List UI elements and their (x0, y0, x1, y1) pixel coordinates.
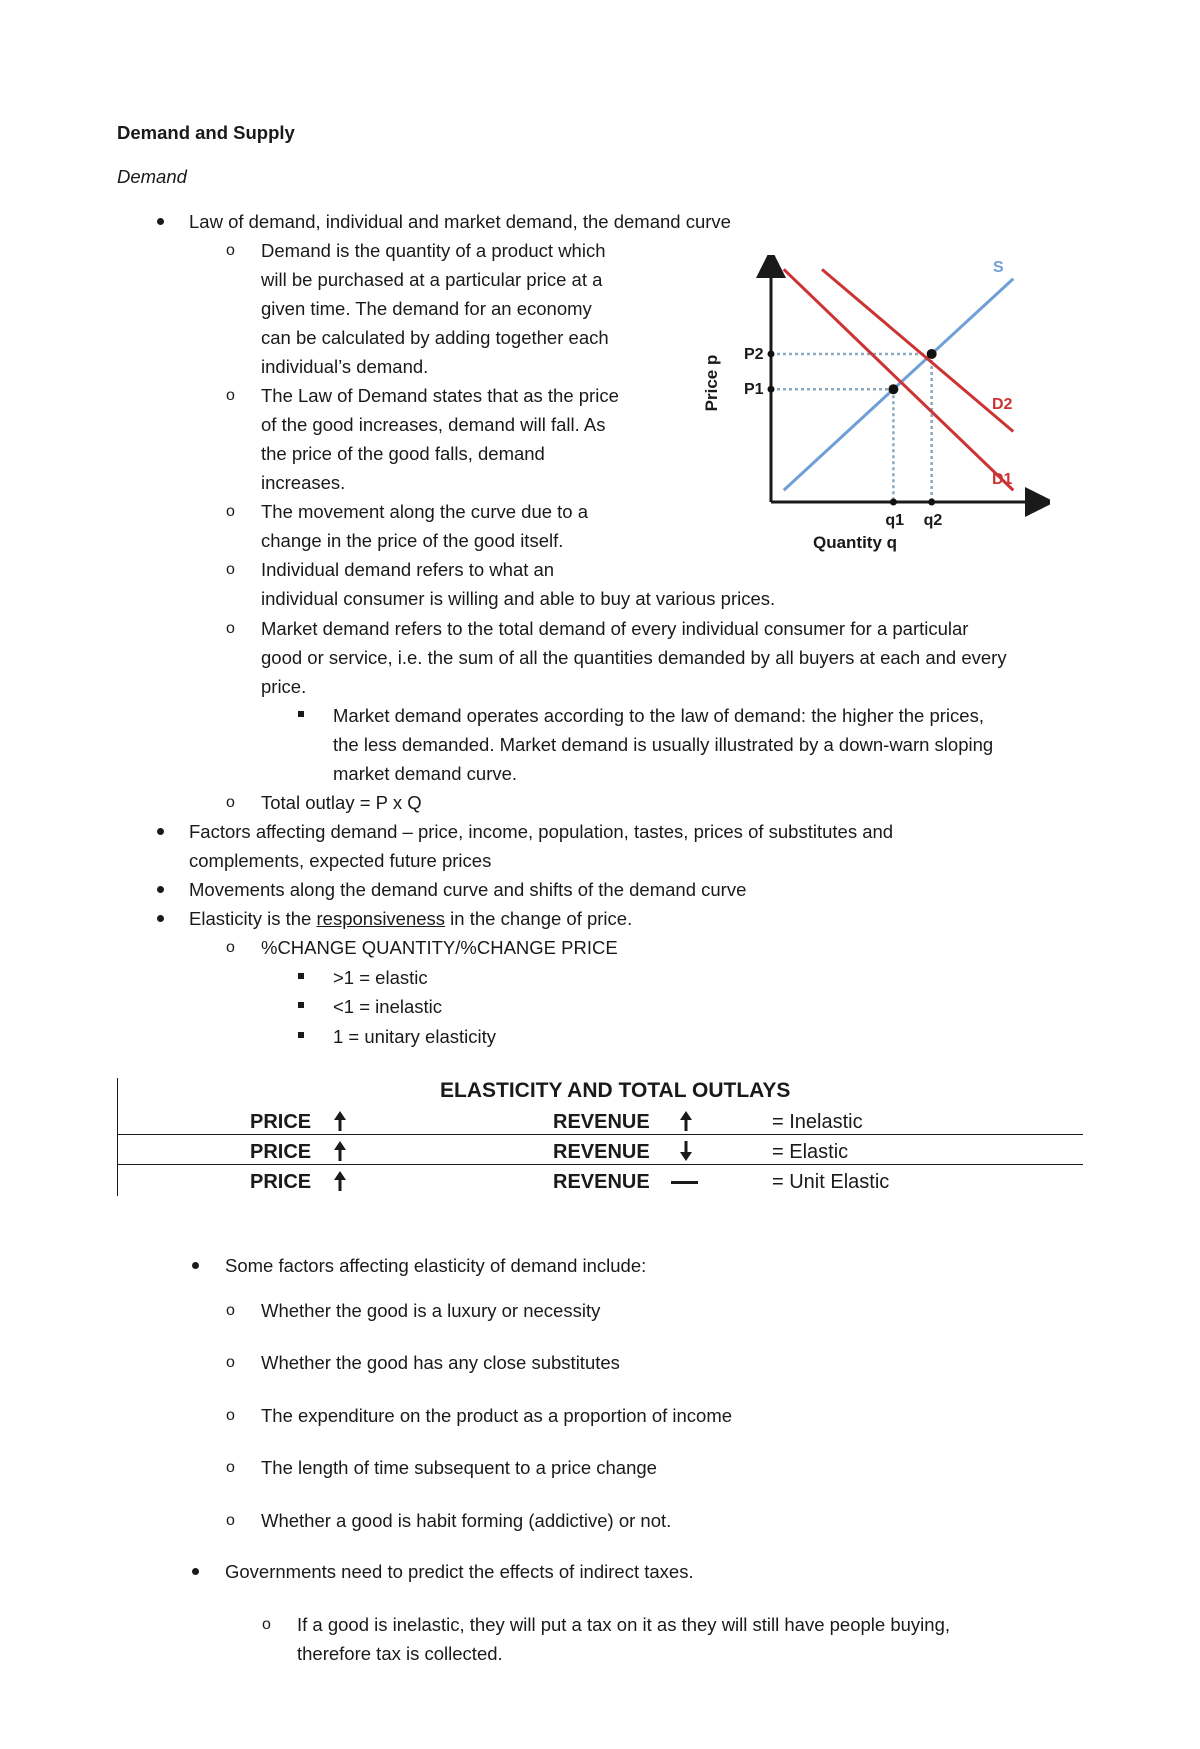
bullet-text: Some factors affecting elasticity of demand include: (225, 1255, 647, 1276)
document-title: Demand and Supply (117, 122, 295, 143)
bullet-text (189, 904, 632, 933)
square-bullet-icon (298, 973, 304, 979)
sub-sub-item-text: >1 = elastic (333, 967, 428, 988)
circle-bullet-icon: o (226, 242, 235, 259)
bullet-icon (157, 218, 164, 225)
bullet-text: complements, expected future prices (189, 850, 492, 871)
y-tick-label-p2: P2 (744, 345, 764, 363)
sub-item-text: Individual demand refers to what an (261, 559, 555, 580)
circle-bullet-icon: o (226, 620, 235, 637)
sub-item-text: individual’s demand. (261, 356, 429, 377)
y-tick-dot (768, 386, 775, 393)
sub-item-text: Market demand refers to the total demand of every individual consumer for a particular (261, 618, 969, 639)
sub-item-text: can be calculated by adding together each (261, 327, 609, 348)
bullet-icon (157, 886, 164, 893)
flat-dash-icon (671, 1181, 698, 1184)
bullet-text: Factors affecting demand – price, income, population, tastes, prices of substitutes and (189, 821, 894, 842)
sub-item-text: %CHANGE QUANTITY/%CHANGE PRICE (261, 937, 618, 958)
table-row-divider (117, 1164, 1083, 1165)
circle-bullet-icon: o (226, 1407, 235, 1424)
equilibrium-point (927, 349, 937, 359)
circle-bullet-icon: o (226, 1512, 235, 1529)
factor-text: The length of time subsequent to a price change (261, 1457, 657, 1478)
supply-demand-chart (700, 255, 1050, 560)
sub-sub-item-text: 1 = unitary elasticity (333, 1026, 496, 1047)
up-arrow-icon (333, 1110, 347, 1132)
text-fragment: Elasticity is the (189, 908, 317, 929)
curve-label-d2-text: D2 (992, 396, 1013, 413)
sub-item-text: change in the price of the good itself. (261, 530, 564, 551)
up-arrow-icon (679, 1110, 693, 1132)
text-fragment: in the change of price. (445, 908, 633, 929)
bullet-text: Law of demand, individual and market demand, the demand curve (189, 211, 731, 232)
up-arrow-icon (333, 1170, 347, 1192)
circle-bullet-icon: o (226, 561, 235, 578)
circle-bullet-icon: o (226, 503, 235, 520)
y-tick-label-p1: P1 (744, 381, 764, 399)
circle-bullet-icon: o (226, 387, 235, 404)
table-title: ELASTICITY AND TOTAL OUTLAYS (440, 1079, 791, 1102)
table-cell-result: = Unit Elastic (772, 1171, 890, 1193)
circle-bullet-icon: o (262, 1616, 271, 1633)
sub-item-text: The movement along the curve due to a (261, 501, 589, 522)
underlined-term: responsiveness (316, 908, 446, 929)
y-tick-dot (768, 350, 775, 357)
x-tick-label-q1: q1 (885, 512, 905, 529)
sub-item-text: Demand is the quantity of a product which (261, 240, 606, 261)
curve-label-d1-text: D1 (992, 471, 1013, 488)
sub-item-text: therefore tax is collected. (297, 1643, 503, 1664)
x-tick-dot (890, 499, 897, 506)
square-bullet-icon (298, 711, 304, 717)
x-axis-label: Quantity q (812, 533, 898, 552)
square-bullet-icon (298, 1032, 304, 1038)
sub-item-text: good or service, i.e. the sum of all the quantities demanded by all buyers at each and every (261, 647, 1007, 668)
factor-text: Whether a good is habit forming (addictive) or not. (261, 1510, 672, 1531)
curve-label-s: S (993, 259, 1004, 276)
series-line-d2 (822, 269, 1013, 431)
sub-item-text: If a good is inelastic, they will put a tax on it as they will still have people buying, (297, 1614, 950, 1635)
table-cell-price: PRICE (250, 1111, 312, 1133)
sub-sub-item-text: <1 = inelastic (333, 996, 443, 1017)
circle-bullet-icon: o (226, 1354, 235, 1371)
table-cell-result: = Elastic (772, 1141, 849, 1163)
sub-item-text: increases. (261, 472, 346, 493)
table-left-border (117, 1078, 118, 1196)
curve-label-d2 (992, 396, 1013, 413)
factor-text: The expenditure on the product as a proportion of income (261, 1405, 733, 1426)
table-cell-price: PRICE (250, 1141, 312, 1163)
table-cell-result: = Inelastic (772, 1111, 863, 1133)
sub-item-text: will be purchased at a particular price at a (261, 269, 603, 290)
sub-sub-item-text: market demand curve. (333, 763, 518, 784)
factor-text: Whether the good is a luxury or necessity (261, 1300, 601, 1321)
bullet-icon (192, 1568, 199, 1575)
down-arrow-icon (679, 1140, 693, 1162)
curve-label-d1 (992, 471, 1013, 488)
table-cell-revenue: REVENUE (553, 1141, 650, 1163)
sub-item-text: the price of the good falls, demand (261, 443, 545, 464)
sub-sub-item-text: the less demanded. Market demand is usually illustrated by a down-warn sloping (333, 734, 994, 755)
sub-item-text: individual consumer is willing and able to buy at various prices. (261, 588, 776, 609)
bullet-icon (192, 1262, 199, 1269)
square-bullet-icon (298, 1002, 304, 1008)
sub-item-text: of the good increases, demand will fall. As (261, 414, 606, 435)
sub-item-text: Total outlay = P x Q (261, 792, 422, 813)
circle-bullet-icon: o (226, 939, 235, 956)
bullet-icon (157, 915, 164, 922)
table-cell-price: PRICE (250, 1171, 312, 1193)
bullet-text: Governments need to predict the effects of indirect taxes. (225, 1561, 694, 1582)
circle-bullet-icon: o (226, 794, 235, 811)
up-arrow-icon (333, 1140, 347, 1162)
x-tick-dot (928, 499, 935, 506)
sub-item-text: The Law of Demand states that as the price (261, 385, 619, 406)
equilibrium-point (888, 384, 898, 394)
circle-bullet-icon: o (226, 1302, 235, 1319)
sub-item-text: given time. The demand for an economy (261, 298, 592, 319)
circle-bullet-icon: o (226, 1459, 235, 1476)
x-tick-label-q2: q2 (923, 512, 943, 529)
bullet-icon (157, 828, 164, 835)
factor-text: Whether the good has any close substitutes (261, 1352, 620, 1373)
bullet-text: Movements along the demand curve and shifts of the demand curve (189, 879, 747, 900)
sub-sub-item-text: Market demand operates according to the law of demand: the higher the prices, (333, 705, 984, 726)
table-row-divider (117, 1134, 1083, 1135)
sub-item-text: price. (261, 676, 307, 697)
section-title: Demand (117, 166, 187, 187)
table-cell-revenue: REVENUE (553, 1171, 650, 1193)
table-cell-revenue: REVENUE (553, 1111, 650, 1133)
y-axis-label: Price p (702, 354, 721, 412)
series-lines (784, 269, 1014, 490)
